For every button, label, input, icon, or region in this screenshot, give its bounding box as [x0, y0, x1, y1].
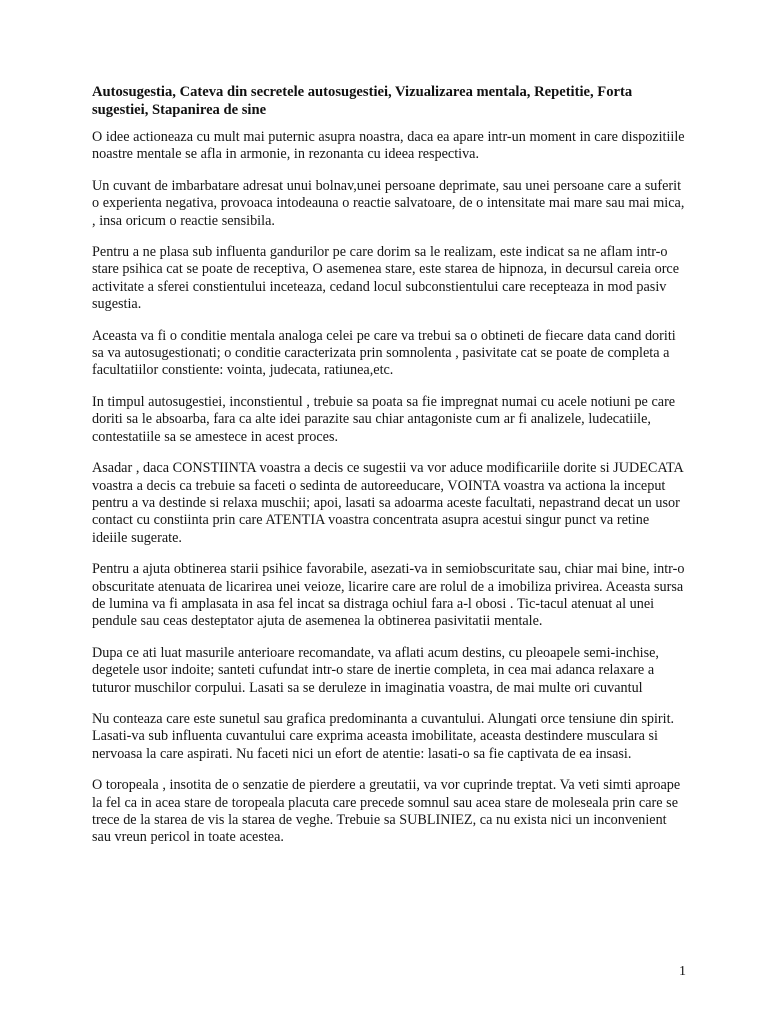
paragraph: Pentru a ajuta obtinerea starii psihice favorabile, asezati-va in semiobscuritate sau, chiar mai bine, intr-o obscuritate atenuata de licarirea unei veioze, licarire care are rolul de a imobiliza privirea. Aceasta sursa de lumina va fi amplasata in asa fel incat sa distraga ochiul fara a-l obosi . Tic-tacul atenuat al unei pendule sau ceas desteptator ajuta de asemenea la obtinerea pasivitatii mentale. — [92, 561, 685, 630]
page-number: 1 — [679, 964, 686, 979]
paragraph: Asadar , daca CONSTIINTA voastra a decis ce sugestii va vor aduce modificariile dorite si JUDECATA voastra a decis ca trebuie sa faceti o sedinta de autoreeducare, VOINTA voastra va actiona la inceput pentru a va destinde si relaxa muschii; apoi, lasati sa adoarma aceste facultati, nepastrand decat un usor contact cu constiinta prin care ATENTIA voastra concentrata asupra acestui singur punct va retine ideiile sugerate. — [92, 460, 683, 546]
paragraph: Pentru a ne plasa sub influenta gandurilor pe care dorim sa le realizam, este indicat sa ne aflam intr-o stare psihica cat se poate de receptiva, O asemenea stare, este starea de hipnoza, in decursul careia orce activitate a sferei constientului inceteaza, cedand locul subconstientului care recepteaza in mod pasiv sugestia. — [92, 244, 680, 313]
paragraph: In timpul autosugestiei, inconstientul , trebuie sa poata sa fie impregnat numai cu acele notiuni pe care doriti sa le absoarba, fara ca alte idei parazite sau chiar antagoniste cum ar fi analizele, ludecatiile, contestatiile sa se amestece in acest proces. — [92, 393, 676, 445]
paragraph: O toropeala , insotita de o senzatie de pierdere a greutatii, va vor cuprinde treptat. Va veti simti aproape la fel ca in acea stare de toropeala placuta care precede somnul sau acea stare de moleseala prin care se trece de la starea de vis la starea de veghe. Trebuie sa SUBLINIEZ, ca nu exista nici un inconvenient sau vreun pericol in toate acestea. — [92, 777, 681, 846]
paragraph: Un cuvant de imbarbatare adresat unui bolnav,unei persoane deprimate, sau unei persoane care a suferit o experienta negativa, provoaca intodeauna o reactie salvatoare, de o intensitate mai mare sau mai mica, , insa oricum o reactie sensibila. — [92, 177, 685, 229]
document-body — [92, 84, 688, 861]
paragraph: O idee actioneaza cu mult mai puternic asupra noastra, daca ea apare intr-un moment in care dispozitiile noastre mentale se afla in armonie, in rezonanta cu ideea respectiva. — [92, 129, 685, 163]
paragraph: Nu conteaza care este sunetul sau grafica predominanta a cuvantului. Alungati orce tensiune din spirit. Lasati-va sub influenta cuvantului care exprima aceasta imobilitate, aceasta destindere musculara si nervoasa la care aspirati. Nu faceti nici un efort de atentie: lasati-o sa fie captivata de ea insasi. — [92, 710, 675, 762]
paragraph: Dupa ce ati luat masurile anterioare recomandate, va aflati acum destins, cu pleoapele semi-inchise, degetele usor indoite; santeti cufundat intr-o stare de inertie completa, in cea mai adanca relaxare a tuturor muschilor corpului. Lasati sa se deruleze in imaginatia voastra, de mai multe ori cuvantul — [92, 644, 659, 696]
paragraph: Aceasta va fi o conditie mentala analoga celei pe care va trebui sa o obtineti de fiecare data cand doriti sa va autosugestionati; o conditie caracterizata prin somnolenta , pasivitate cat se poate de completa a facultatiilor constiente: vointa, judecata, ratiunea,etc. — [92, 327, 676, 379]
document-title: Autosugestia, Cateva din secretele autosugestiei, Vizualizarea mentala, Repetitie, Forta sugestiei, Stapanirea de sine — [92, 84, 633, 118]
